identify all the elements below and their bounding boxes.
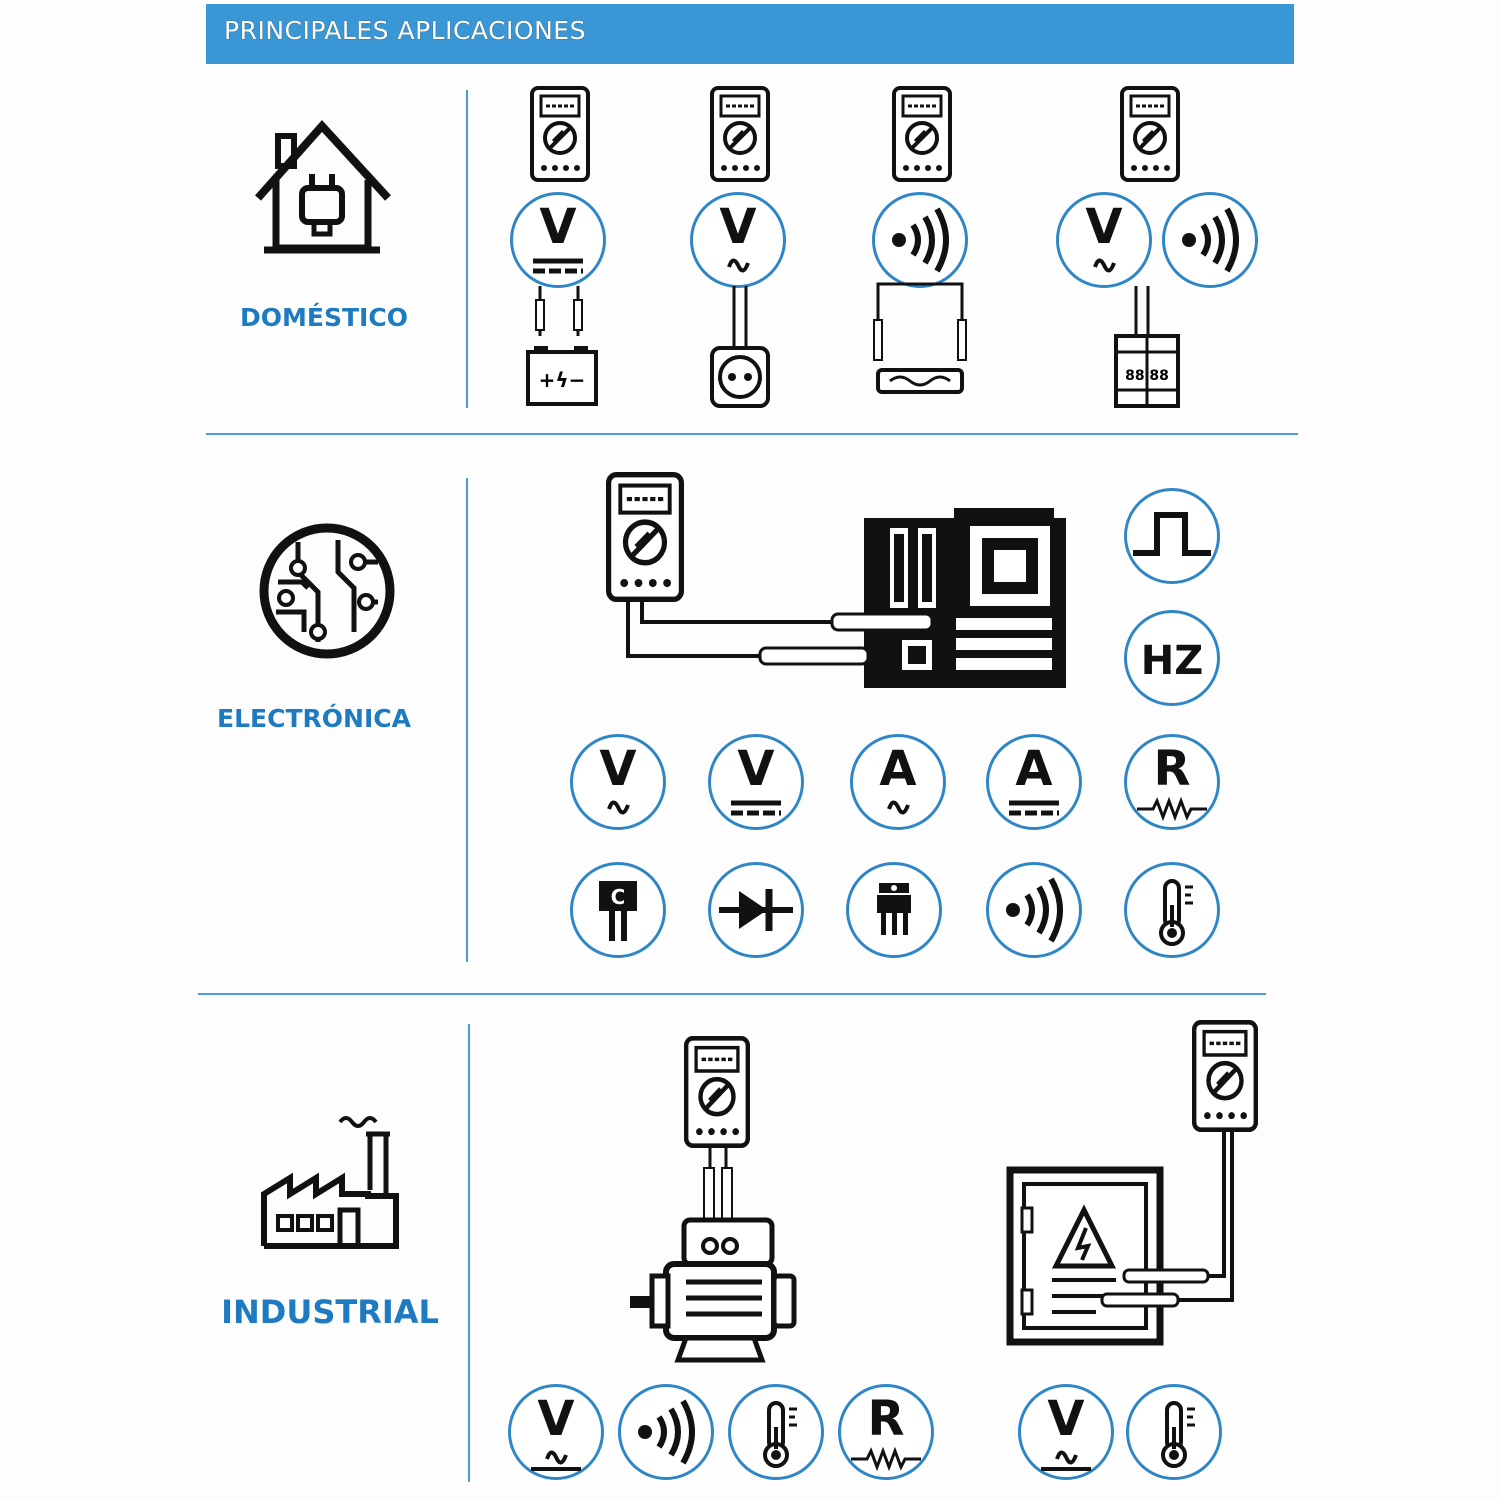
section-separator xyxy=(198,993,1266,995)
frequency-icon: HZ xyxy=(1124,610,1220,706)
factory-icon xyxy=(260,1110,402,1252)
dc-current-icon: A xyxy=(986,734,1082,830)
electrical-panel-illustration xyxy=(1006,1130,1236,1346)
electronics-divider xyxy=(466,478,468,962)
multimeter-icon xyxy=(530,86,590,182)
multimeter-icon xyxy=(892,86,952,182)
diode-icon xyxy=(708,862,804,958)
temperature-icon xyxy=(1126,1384,1222,1480)
domestic-divider xyxy=(466,90,468,408)
breaker-icon xyxy=(1112,286,1182,410)
battery-icon xyxy=(520,286,604,410)
square-wave-icon xyxy=(1124,488,1220,584)
resistance-icon: R xyxy=(1124,734,1220,830)
resistance-icon: R xyxy=(838,1384,934,1480)
transistor-icon xyxy=(846,862,942,958)
circuit-chip-icon xyxy=(258,522,396,660)
fuse-icon xyxy=(864,280,976,400)
ac-voltage-icon: V xyxy=(508,1384,604,1480)
multimeter-icon xyxy=(1192,1020,1258,1132)
motherboard-probe-illustration xyxy=(620,506,1070,692)
electric-motor-illustration xyxy=(626,1148,798,1364)
svg-text:88 88: 88 88 xyxy=(1125,368,1169,384)
multimeter-icon xyxy=(1120,86,1180,182)
socket-icon xyxy=(706,286,774,410)
dc-voltage-icon: V xyxy=(708,734,804,830)
section-label-electronics: ELECTRÓNICA xyxy=(217,704,411,733)
section-label-industrial: INDUSTRIAL xyxy=(221,1293,439,1331)
capacitor-icon xyxy=(570,862,666,958)
continuity-buzzer-icon xyxy=(1162,192,1258,288)
house-plug-icon xyxy=(250,118,395,263)
continuity-buzzer-icon xyxy=(986,862,1082,958)
page-title: PRINCIPALES APLICACIONES xyxy=(224,16,586,45)
svg-text:+ϟ−: +ϟ− xyxy=(538,368,586,392)
temperature-icon xyxy=(728,1384,824,1480)
svg-text:C: C xyxy=(610,885,626,909)
multimeter-icon xyxy=(684,1036,750,1148)
dc-voltage-icon: V xyxy=(510,192,606,288)
temperature-icon xyxy=(1124,862,1220,958)
section-label-domestic: DOMÉSTICO xyxy=(240,303,408,332)
ac-voltage-icon: V xyxy=(690,192,786,288)
ac-voltage-icon: V xyxy=(570,734,666,830)
section-separator xyxy=(206,433,1298,435)
multimeter-icon xyxy=(710,86,770,182)
ac-current-icon: A xyxy=(850,734,946,830)
continuity-buzzer-icon xyxy=(618,1384,714,1480)
continuity-buzzer-icon xyxy=(872,192,968,288)
ac-voltage-icon: V xyxy=(1018,1384,1114,1480)
ac-voltage-icon: V xyxy=(1056,192,1152,288)
header-banner xyxy=(206,4,1294,64)
industrial-divider xyxy=(468,1024,470,1482)
